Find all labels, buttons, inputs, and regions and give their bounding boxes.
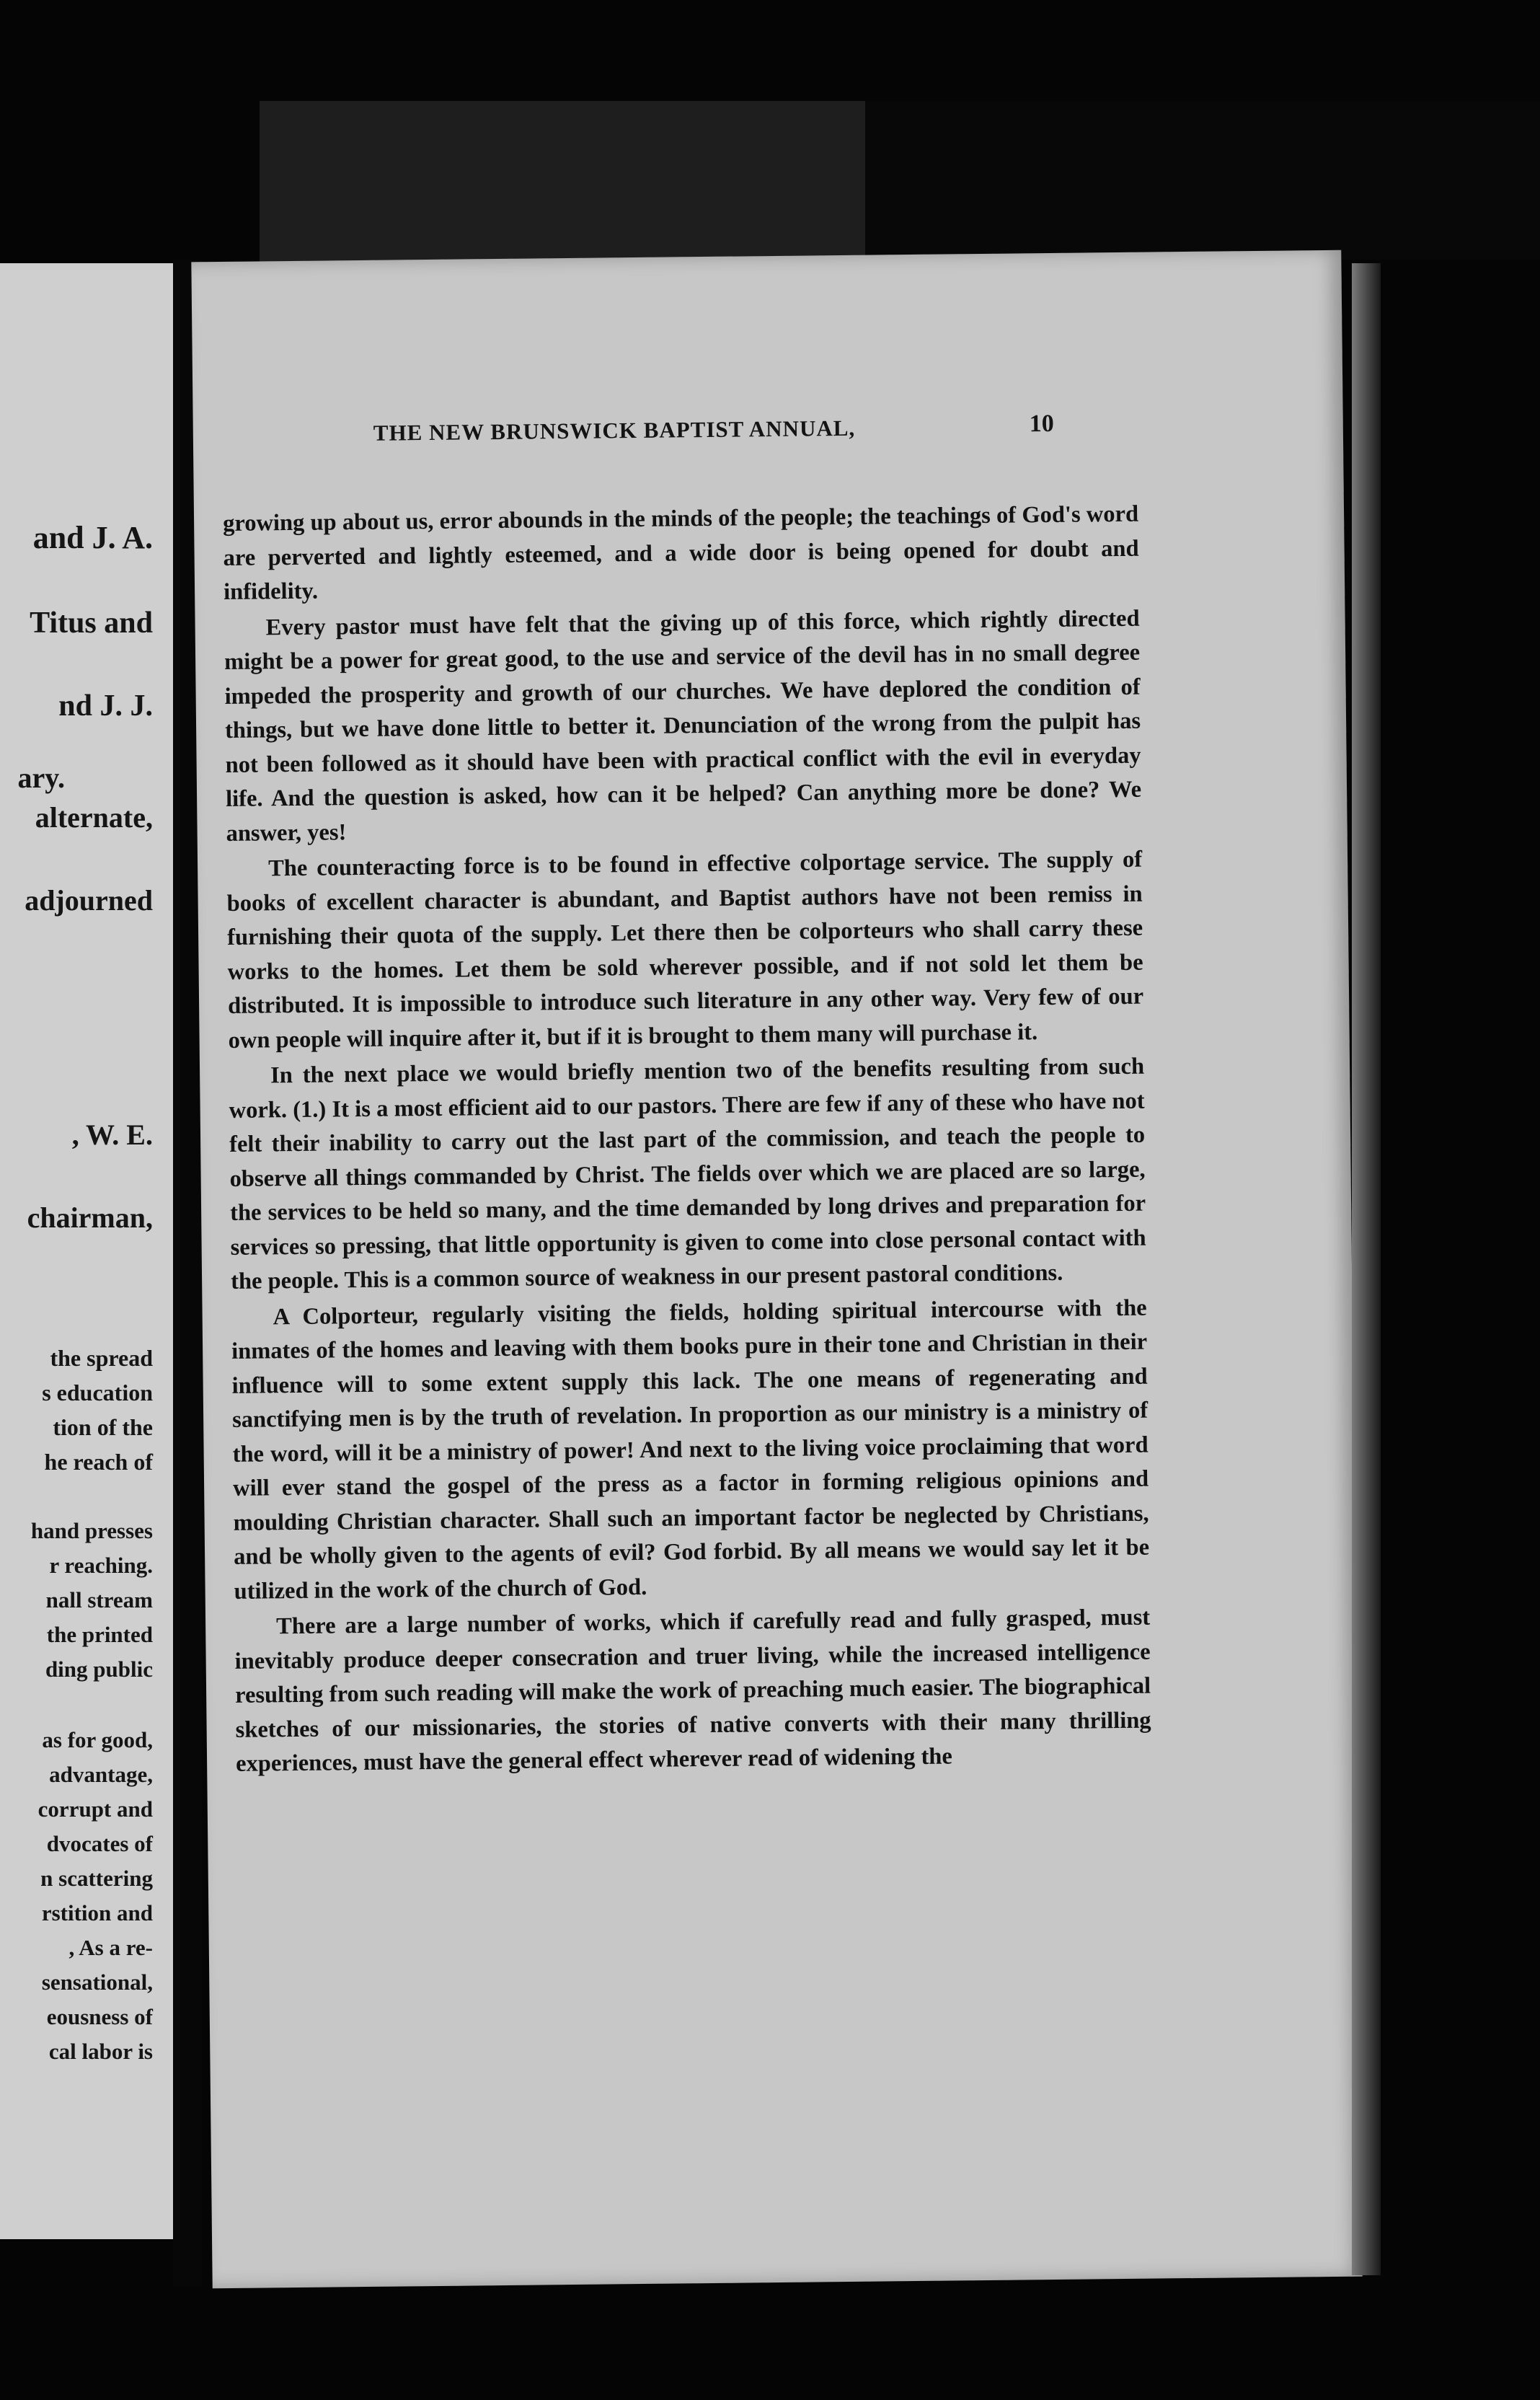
left-page-line: dvocates of [46, 1831, 153, 1856]
paragraph: A Colporteur, regularly visiting the fields, holding spiritual intercourse with the inmates of the homes and leaving with them books pure in their tone and Christian in their influence will to some extent supply this lack. The one means of regenerating and sanctifying men is by the truth of revelation. In proportion as our ministry is a ministry of the word, will it be a ministry of power! And next to the living voice proclaiming that word will ever stand the gospel of the press as a factor in forming religious opinions and moulding Christian character. Shall such an important factor be neglected by Christians, and be wholly given to the agents of evil? God forbid. By all means we would say let it be utilized in the work of the church of God. [231, 1294, 1150, 1605]
left-page-line: ary. [17, 762, 65, 794]
left-page-line: as for good, [42, 1727, 153, 1752]
left-page-line: and J. A. [32, 520, 153, 555]
left-page-line: the spread [50, 1345, 153, 1371]
left-page-line: nall stream [45, 1587, 153, 1612]
left-page-line: adjourned [25, 884, 153, 917]
left-page-line: nd J. J. [58, 689, 153, 723]
left-page-line: sensational, [41, 1969, 153, 1995]
left-page-line: tion of the [53, 1414, 153, 1440]
running-head: THE NEW BRUNSWICK BAPTIST ANNUAL, [373, 415, 856, 446]
left-page-line: r reaching. [49, 1553, 153, 1578]
left-page-line: s education [42, 1380, 153, 1406]
left-page-line: chairman, [27, 1201, 153, 1234]
left-page-line: hand presses [30, 1518, 153, 1543]
left-page-line: advantage, [49, 1762, 153, 1787]
main-page [191, 250, 1362, 2289]
left-page-line: Titus and [30, 606, 153, 640]
left-page-line: the printed [46, 1622, 153, 1647]
left-page-line: ding public [45, 1656, 153, 1682]
paragraph: growing up about us, error abounds in the minds of the people; the teachings of God's word are perverted and lightly esteemed, and a wide door is being opened for doubt and infidelity. [222, 500, 1139, 605]
left-page-line: eousness of [46, 2004, 153, 2029]
paragraph: There are a large number of works, which if carefully read and fully grasped, must inevitably produce deeper consecration and truer living, while the increased intelligence resulting from such reading will make the work of preaching much easier. The biographical sketches of our missionaries, the stories of native converts with their many thrilling experiences, must have the general effect wherever read of widening the [234, 1604, 1151, 1777]
left-page-line: cal labor is [48, 2039, 153, 2064]
left-page-line: n scattering [40, 1866, 153, 1891]
paragraph: Every pastor must have felt that the giving up of this force, which rightly directed might be a power for great good, to the use and service of the devil has in no small degree impeded the prosperity and growth of our churches. We have deplored the condition of things, but we have done little to better it. Denunciation of the wrong from the pulpit has not been followed as it should have been with practical conflict with the evil in everyday life. And the question is asked, how can it be helped? Can anything more be done? We answer, yes! [224, 605, 1142, 847]
page-number: 10 [1029, 410, 1054, 438]
left-facing-page [0, 263, 173, 2239]
paragraph: The counteracting force is to be found in effective colportage service. The supply of books of excellent character is abundant, and Baptist authors have not been remiss in furnishing their quota of the supply. Let there then be colporteurs who shall carry these works to the homes. Let them be sold wherever possible, and if not sold let them be distributed. It is impossible to introduce such literature in any other way. Very few of our own people will inquire after it, but if it is brought to them many will purchase it. [226, 846, 1144, 1054]
body-text [223, 498, 1151, 1783]
left-page-line: , W. E. [71, 1119, 153, 1151]
left-page-line: rstition and [41, 1900, 153, 1925]
left-page-line: alternate, [35, 801, 153, 834]
page-fore-edge [1352, 263, 1381, 2275]
left-page-line: corrupt and [37, 1796, 153, 1822]
left-page-line: , As a re- [68, 1935, 153, 1960]
left-page-line: he reach of [44, 1449, 153, 1475]
dark-background [865, 101, 1540, 260]
paragraph: In the next place we would briefly mention two of the benefits resulting from such work. (1.) It is a most efficient aid to our pastors. There are few if any of these who have not felt their inability to carry out the last part of the commission, and teach the people to observe all things commanded by Christ. The fields over which we are placed are so large, the services to be held so many, and the time demanded by long drives and preparation for services so pressing, that little opportunity is given to come into close personal contact with the people. This is a common source of weakness in our present pastoral conditions. [229, 1053, 1146, 1294]
book-top-edge [260, 101, 865, 267]
